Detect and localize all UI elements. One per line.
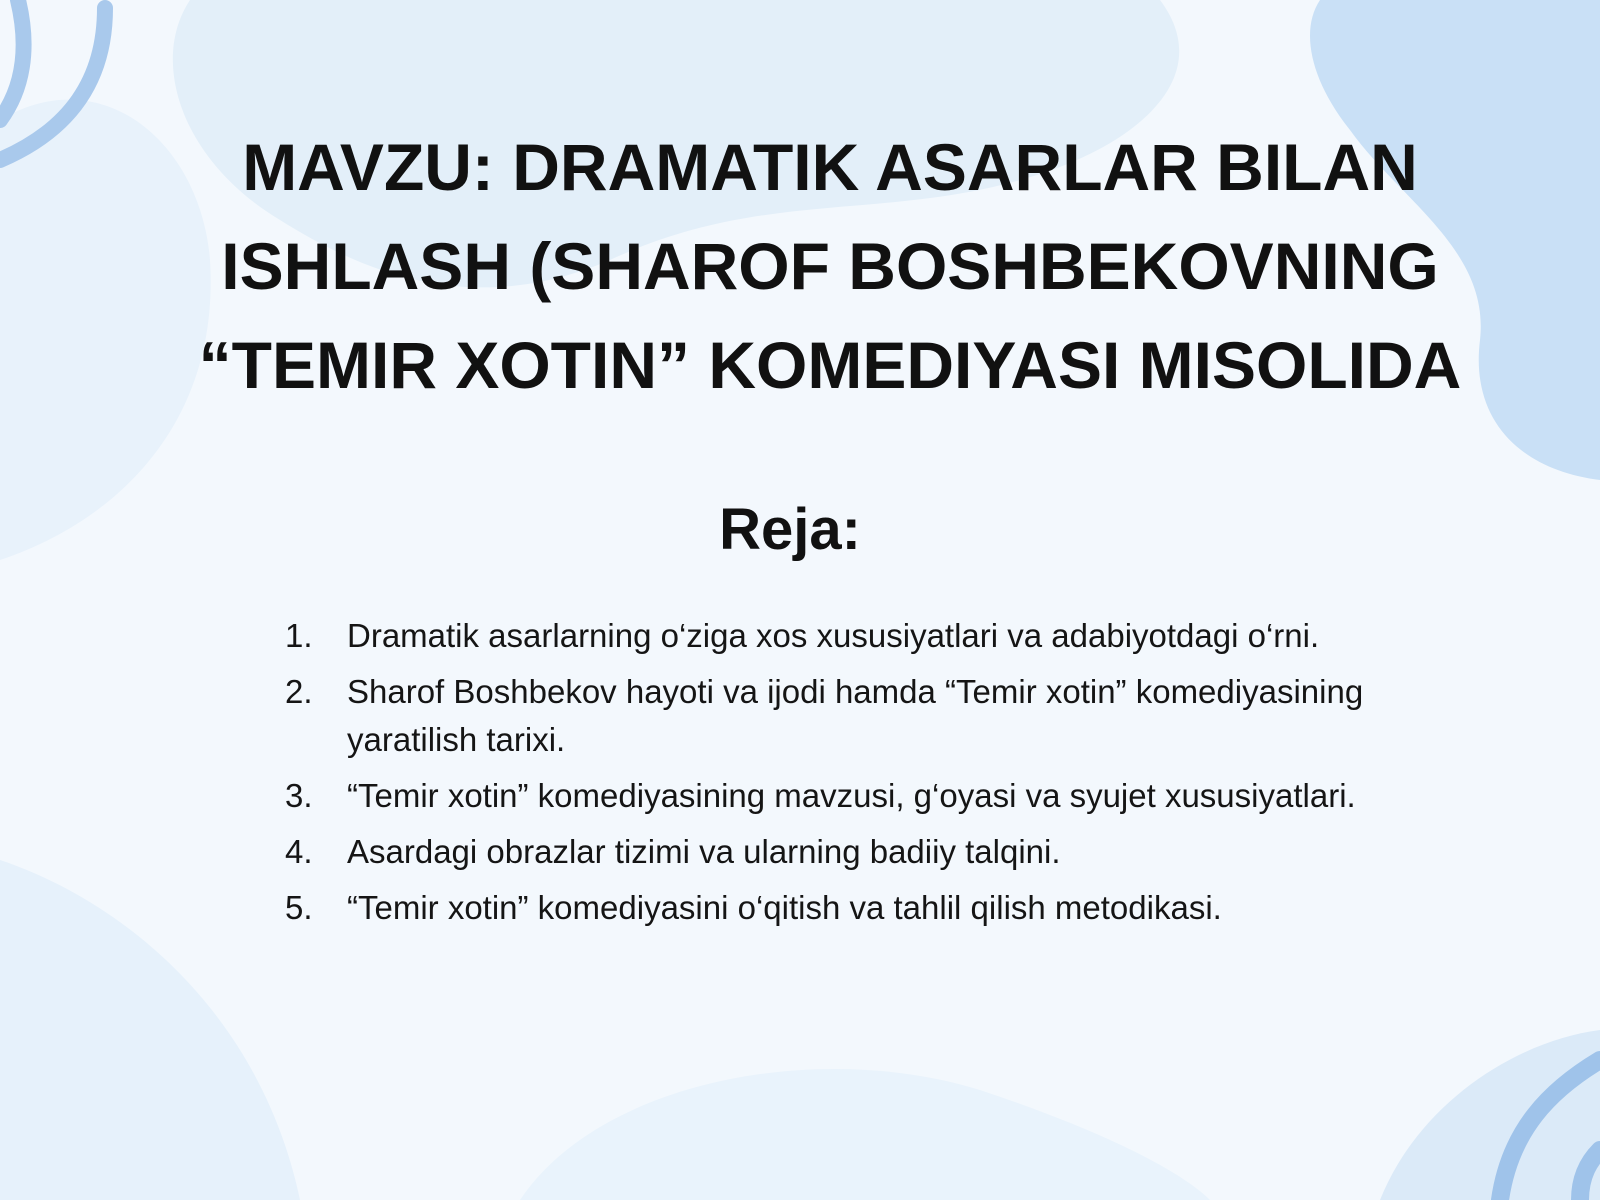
background-blob-bottom-right [1380,1030,1600,1200]
plan-item-text: Asardagi obrazlar tizimi va ularning badiiy talqini. [347,833,1061,870]
plan-item-text: Sharof Boshbekov hayoti va ijodi hamda “Temir xotin” komediyasining yaratilish tarixi. [347,673,1364,758]
plan-item-number: 2. [285,673,313,710]
plan-item-1 [285,612,1365,660]
plan-item-number: 1. [285,617,313,654]
plan-item-text: “Temir xotin” komediyasining mavzusi, g‘oyasi va syujet xususiyatlari. [347,777,1356,814]
plan-list [285,612,1365,940]
decorative-stroke-top-left-1 [0,0,24,120]
plan-item-4 [285,828,1365,876]
background-blob-bottom-left [0,860,300,1200]
plan-item-number: 3. [285,777,313,814]
plan-item-text: Dramatik asarlarning o‘ziga xos xususiyatlari va adabiyotdagi o‘rni. [347,617,1320,654]
plan-item-number: 5. [285,889,313,926]
plan-heading: Reja: [719,497,861,562]
plan-item-text: “Temir xotin” komediyasini o‘qitish va tahlil qilish metodikasi. [347,889,1222,926]
background-blob-bottom-center [520,1069,1210,1200]
slide-title: MAVZU: DRAMATIK ASARLAR BILAN ISHLASH (SHAROF BOSHBEKOVNING “TEMIR XOTIN” KOMEDIYASI MISOLIDA [198,130,1462,402]
plan-item-2 [285,668,1365,764]
plan-item-3 [285,772,1365,820]
plan-item-number: 4. [285,833,313,870]
plan-item-5 [285,884,1365,932]
